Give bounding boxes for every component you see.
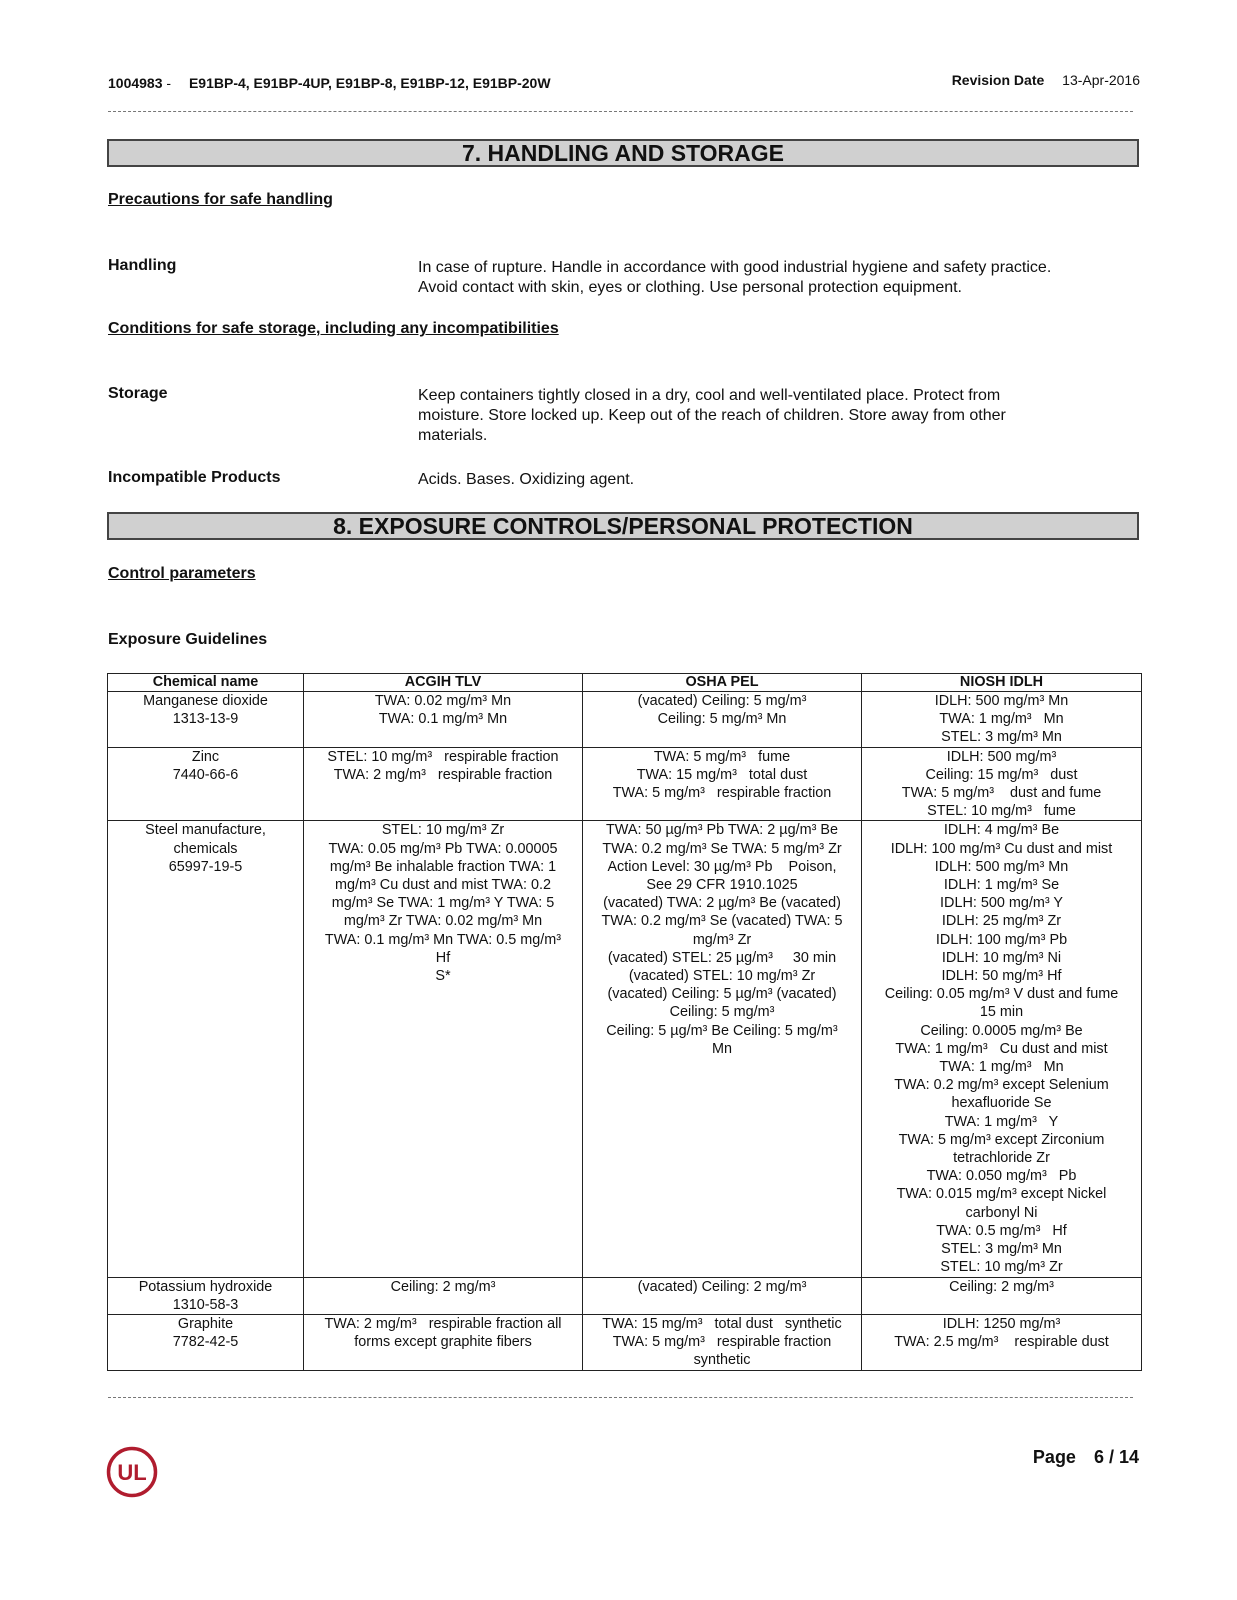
handling-label: Handling <box>108 257 177 274</box>
chemical-name-cell <box>108 692 304 748</box>
cell-text-line: STEL: 10 mg/m³ respirable fraction <box>327 748 559 765</box>
cell-text-line: (vacated) STEL: 25 µg/m³ 30 min <box>607 949 837 966</box>
table-row <box>108 747 1142 821</box>
incompatible-products-text: Acids. Bases. Oxidizing agent. <box>418 471 635 488</box>
cell-text-line: Ceiling: 2 mg/m³ <box>949 1278 1054 1295</box>
footer-divider <box>108 1397 1133 1398</box>
cell-text-line: TWA: 0.1 mg/m³ Mn TWA: 0.5 mg/m³ <box>324 931 562 948</box>
cell-text-line: IDLH: 100 mg/m³ Pb <box>935 931 1068 948</box>
cell-text-line: (vacated) Ceiling: 2 mg/m³ <box>637 1278 807 1295</box>
cell-text-line: Manganese dioxide <box>143 693 268 709</box>
cell-text-line: Ceiling: 5 µg/m³ Be Ceiling: 5 mg/m³ <box>606 1022 838 1039</box>
cell-text-line: Ceiling: 2 mg/m³ <box>390 1278 496 1295</box>
table-row <box>108 1314 1142 1370</box>
section-7-title: 7. HANDLING AND STORAGE <box>107 139 1139 167</box>
page-indicator <box>1033 1447 1139 1468</box>
cell-text-line: TWA: 15 mg/m³ total dust <box>636 766 808 783</box>
cell-text-line: mg/m³ Be inhalable fraction TWA: 1 <box>329 858 557 875</box>
table-row <box>108 821 1142 1277</box>
cell-text-line: TWA: 0.5 mg/m³ Hf <box>936 1222 1067 1239</box>
cell-text-line: (vacated) TWA: 2 µg/m³ Be (vacated) <box>603 895 841 912</box>
cell-text-line: S* <box>435 968 451 985</box>
cell-text-line: STEL: 10 mg/m³ fume <box>927 803 1076 820</box>
cell-text-line: TWA: 5 mg/m³ dust and fume <box>901 785 1102 802</box>
table-row <box>108 1277 1142 1314</box>
cell-text-line: TWA: 0.2 mg/m³ Se TWA: 5 mg/m³ Zr <box>602 840 842 857</box>
cell-text-line: forms except graphite fibers <box>354 1334 532 1351</box>
storage-label: Storage <box>108 385 168 402</box>
storage-text <box>418 386 1138 446</box>
cell-text-line: carbonyl Ni <box>965 1204 1038 1221</box>
cell-text-line: 1310-58-3 <box>172 1296 239 1313</box>
osha-pel-cell <box>583 1314 862 1370</box>
cell-text-line: IDLH: 500 mg/m³ Mn <box>934 858 1069 875</box>
niosh-idlh-cell <box>862 692 1142 748</box>
cell-text-line: Potassium hydroxide <box>138 1278 273 1295</box>
cell-text-line: 1313-13-9 <box>172 711 239 728</box>
page-label: Page <box>1032 1447 1076 1467</box>
storage-text-line: Keep containers tightly closed in a dry, cool and well-ventilated place. Protect from <box>418 387 1001 404</box>
cell-text-line: STEL: 3 mg/m³ Mn <box>941 1241 1062 1258</box>
cell-text-line: TWA: 50 µg/m³ Pb TWA: 2 µg/m³ Be <box>606 822 838 839</box>
cell-text-line: TWA: 0.2 mg/m³ Se (vacated) TWA: 5 <box>601 913 843 930</box>
cell-text-line: mg/m³ Se TWA: 1 mg/m³ Y TWA: 5 <box>331 895 555 912</box>
cell-text-line: hexafluoride Se <box>951 1095 1052 1112</box>
acgih-tlv-cell <box>304 747 583 821</box>
ul-logo-icon <box>106 1446 158 1498</box>
cell-text-line: mg/m³ Zr <box>692 931 752 948</box>
cell-text-line: TWA: 2 mg/m³ respirable fraction <box>333 766 553 783</box>
cell-text-line: TWA: 1 mg/m³ Cu dust and mist <box>895 1040 1108 1057</box>
column-header-acgih-tlv: ACGIH TLV <box>304 674 583 692</box>
cell-text-line: TWA: 0.2 mg/m³ except Selenium <box>894 1077 1109 1094</box>
cell-text-line: TWA: 1 mg/m³ Y <box>944 1113 1059 1130</box>
document-id: 1004983 - <box>108 75 171 91</box>
acgih-tlv-cell <box>304 692 583 748</box>
chemical-name-cell <box>108 1314 304 1370</box>
cell-text-line: mg/m³ Zr TWA: 0.02 mg/m³ Mn <box>343 913 543 930</box>
cell-text-line: Ceiling: 5 mg/m³ Mn <box>657 711 787 728</box>
cell-text-line: IDLH: 10 mg/m³ Ni <box>941 949 1062 966</box>
column-header-osha-pel: OSHA PEL <box>583 674 862 692</box>
cell-text-line: IDLH: 4 mg/m³ Be <box>943 822 1060 839</box>
document-header-left <box>108 75 551 91</box>
cell-text-line: IDLH: 1250 mg/m³ <box>942 1315 1061 1332</box>
table-header-row <box>108 674 1142 692</box>
cell-text-line: IDLH: 500 mg/m³ Mn <box>934 693 1069 709</box>
cell-text-line: mg/m³ Cu dust and mist TWA: 0.2 <box>335 877 551 894</box>
cell-text-line: TWA: 1 mg/m³ Mn <box>939 1059 1064 1076</box>
cell-text-line: IDLH: 500 mg/m³ <box>946 748 1057 765</box>
osha-pel-cell <box>583 821 862 1277</box>
header-divider <box>108 111 1133 112</box>
table-row <box>108 692 1142 748</box>
cell-text-line: 7782-42-5 <box>172 1334 239 1351</box>
cell-text-line: TWA: 5 mg/m³ except Zirconium <box>898 1131 1105 1148</box>
niosh-idlh-cell <box>862 1314 1142 1370</box>
document-header-right <box>952 72 1140 88</box>
cell-text-line: STEL: 3 mg/m³ Mn <box>941 729 1062 746</box>
cell-text-line: chemicals <box>173 840 238 857</box>
cell-text-line: IDLH: 500 mg/m³ Y <box>940 895 1063 912</box>
cell-text-line: TWA: 5 mg/m³ fume <box>653 748 791 765</box>
cell-text-line: IDLH: 25 mg/m³ Zr <box>941 913 1062 930</box>
cell-text-line: Mn <box>712 1040 732 1057</box>
revision-date-label: Revision Date <box>951 72 1045 88</box>
column-header-niosh-idlh: NIOSH IDLH <box>862 674 1142 692</box>
chemical-name-cell <box>108 747 304 821</box>
cell-text-line: TWA: 2 mg/m³ respirable fraction all <box>324 1315 562 1332</box>
cell-text-line: synthetic <box>693 1352 751 1369</box>
cell-text-line: TWA: 2.5 mg/m³ respirable dust <box>894 1334 1109 1351</box>
column-header-chemical-name: Chemical name <box>108 674 304 692</box>
chemical-name-cell <box>108 821 304 1277</box>
control-parameters-heading: Control parameters <box>108 565 256 582</box>
chemical-name-cell <box>108 1277 304 1314</box>
handling-text-line: Avoid contact with skin, eyes or clothing. Use personal protection equipment. <box>418 279 962 296</box>
niosh-idlh-cell <box>862 1277 1142 1314</box>
storage-text-line: materials. <box>418 427 488 444</box>
acgih-tlv-cell <box>304 1314 583 1370</box>
cell-text-line: Zinc <box>191 748 220 765</box>
exposure-guidelines-table <box>107 673 1142 1371</box>
cell-text-line: TWA: 0.02 mg/m³ Mn <box>374 693 512 709</box>
section-8-title: 8. EXPOSURE CONTROLS/PERSONAL PROTECTION <box>107 512 1139 540</box>
cell-text-line: TWA: 0.05 mg/m³ Pb TWA: 0.00005 <box>328 840 558 857</box>
handling-text-line: In case of rupture. Handle in accordance with good industrial hygiene and safety practice. <box>418 259 1052 276</box>
cell-text-line: (vacated) Ceiling: 5 µg/m³ (vacated) <box>607 986 837 1003</box>
cell-text-line: Ceiling: 0.05 mg/m³ V dust and fume <box>884 986 1119 1003</box>
acgih-tlv-cell <box>304 1277 583 1314</box>
osha-pel-cell <box>583 692 862 748</box>
cell-text-line: IDLH: 50 mg/m³ Hf <box>941 968 1062 985</box>
cell-text-line: TWA: 0.050 mg/m³ Pb <box>926 1168 1077 1185</box>
cell-text-line: Hf <box>435 949 451 966</box>
product-codes: E91BP-4, E91BP-4UP, E91BP-8, E91BP-12, E91BP-20W <box>188 75 551 91</box>
revision-date: 13-Apr-2016 <box>1062 72 1140 88</box>
conditions-heading: Conditions for safe storage, including any incompatibilities <box>108 320 559 337</box>
osha-pel-cell <box>583 1277 862 1314</box>
cell-text-line: IDLH: 1 mg/m³ Se <box>943 877 1060 894</box>
cell-text-line: Graphite <box>177 1315 234 1332</box>
cell-text-line: Steel manufacture, <box>145 822 266 839</box>
niosh-idlh-cell <box>862 747 1142 821</box>
cell-text-line: TWA: 15 mg/m³ total dust synthetic <box>602 1315 842 1332</box>
cell-text-line: STEL: 10 mg/m³ Zr <box>381 822 505 839</box>
cell-text-line: 15 min <box>979 1004 1024 1021</box>
cell-text-line: Ceiling: 15 mg/m³ dust <box>925 766 1078 783</box>
cell-text-line: See 29 CFR 1910.1025 <box>646 877 798 894</box>
precautions-heading: Precautions for safe handling <box>108 191 333 208</box>
cell-text-line: Action Level: 30 µg/m³ Pb Poison, <box>607 858 837 875</box>
ul-logo-text: UL <box>117 1460 147 1485</box>
acgih-tlv-cell <box>304 821 583 1277</box>
cell-text-line: 65997-19-5 <box>168 858 243 875</box>
cell-text-line: Ceiling: 5 mg/m³ <box>669 1004 775 1021</box>
cell-text-line: (vacated) STEL: 10 mg/m³ Zr <box>628 968 816 985</box>
cell-text-line: TWA: 5 mg/m³ respirable fraction <box>612 785 832 802</box>
handling-text <box>418 258 1138 298</box>
cell-text-line: (vacated) Ceiling: 5 mg/m³ <box>637 693 807 709</box>
cell-text-line: STEL: 10 mg/m³ Zr <box>940 1259 1063 1276</box>
exposure-guidelines-heading: Exposure Guidelines <box>108 631 268 648</box>
niosh-idlh-cell <box>862 821 1142 1277</box>
cell-text-line: IDLH: 100 mg/m³ Cu dust and mist <box>890 840 1113 857</box>
page-number: 6 / 14 <box>1093 1447 1139 1467</box>
incompatible-products-label: Incompatible Products <box>108 469 281 486</box>
cell-text-line: 7440-66-6 <box>172 766 239 783</box>
osha-pel-cell <box>583 747 862 821</box>
cell-text-line: tetrachloride Zr <box>953 1150 1050 1167</box>
cell-text-line: TWA: 0.1 mg/m³ Mn <box>378 711 508 728</box>
storage-text-line: moisture. Store locked up. Keep out of the reach of children. Store away from other <box>418 407 1006 424</box>
cell-text-line: TWA: 0.015 mg/m³ except Nickel <box>896 1186 1107 1203</box>
cell-text-line: TWA: 1 mg/m³ Mn <box>939 711 1064 728</box>
cell-text-line: Ceiling: 0.0005 mg/m³ Be <box>920 1022 1083 1039</box>
cell-text-line: TWA: 5 mg/m³ respirable fraction <box>612 1334 832 1351</box>
